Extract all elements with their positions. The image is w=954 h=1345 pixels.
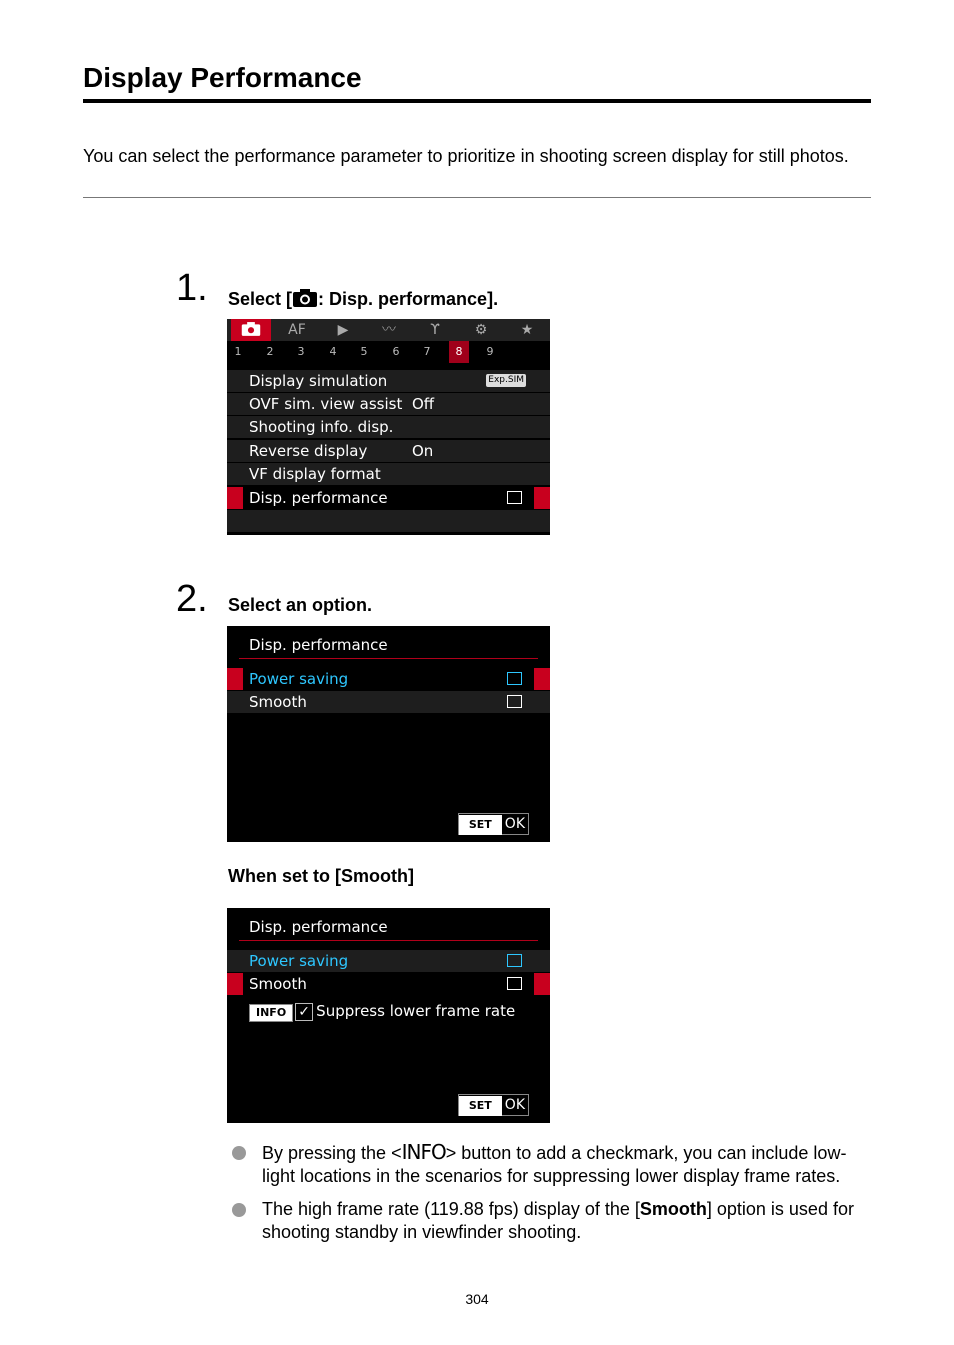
camera-icon [292,288,318,308]
notes-list [228,1141,878,1254]
disp-performance-screen [227,626,550,842]
menu-item-reverse-display[interactable]: Reverse display On [227,440,550,463]
smooth-icon [507,695,522,708]
tab-shooting[interactable] [231,319,271,341]
menu-page-3[interactable]: 3 [297,345,305,358]
tab-playback[interactable] [323,319,363,341]
menu-page-4[interactable]: 4 [329,345,337,358]
page-title: Display Performance [83,62,362,93]
menu-page-8[interactable]: 8 [449,341,469,363]
menu-page-9[interactable]: 9 [486,345,494,358]
menu-page-2[interactable]: 2 [266,345,274,358]
tab-af[interactable]: AF [288,322,306,338]
power-saving-icon [507,954,522,967]
screen-title: Disp. performance [249,636,388,654]
set-ok-button[interactable]: SET OK [458,1094,529,1116]
tab-my-menu[interactable] [507,319,547,341]
suppress-lower-frame-rate-row[interactable] [249,1001,515,1021]
page-number-row [227,341,550,363]
set-ok-button[interactable]: SET OK [458,813,529,835]
step-1-text [228,288,498,310]
info-text: Suppress lower frame rate [316,1002,516,1020]
star-icon: ★ [520,322,534,338]
tab-setup[interactable] [415,319,455,341]
step-2-text: Select an option. [228,595,373,615]
screen-title: Disp. performance [249,918,388,936]
camera-menu-screen [227,319,550,535]
divider [83,197,871,198]
tab-custom[interactable] [461,319,501,341]
menu-empty-row [227,510,550,532]
menu-item-shooting-info[interactable]: Shooting info. disp. [227,416,550,439]
fps-icon [507,491,522,504]
menu-tab-bar [227,319,550,341]
screen-title-rule [239,658,538,659]
info-button-icon: INFO [401,1140,446,1164]
menu-item-ovf-sim[interactable]: OVF sim. view assist Off [227,393,550,416]
option-smooth[interactable]: Smooth [227,691,550,713]
menu-item-display-simulation[interactable]: Display simulation Exp.SIM [227,370,550,393]
page-number: 304 [465,1291,489,1307]
screen-title-rule [239,940,538,941]
bullet-dot [232,1146,246,1160]
menu-page-6[interactable]: 6 [392,345,400,358]
smooth-icon [507,977,522,990]
wrench-icon: ϒ [430,322,440,338]
option-power-saving[interactable]: Power saving [227,668,550,690]
option-smooth[interactable]: Smooth [227,973,550,995]
exp-sim-badge: Exp.SIM [488,375,524,385]
tab-wireless[interactable] [369,319,409,341]
menu-page-5[interactable]: 5 [360,345,368,358]
wireless-icon: 〰 [382,322,396,338]
camera-icon [241,321,261,337]
option-power-saving[interactable]: Power saving [227,950,550,972]
info-key: INFO [249,1004,293,1022]
intro-paragraph: You can select the performance parameter to prioritize in shooting screen display for still photos. [83,146,849,166]
subheading-smooth: When set to [Smooth] [228,866,414,886]
title-rule [83,99,871,103]
step-1-number: 1. [176,267,208,309]
checkmark-icon[interactable]: ✓ [295,1003,313,1021]
menu-page-1[interactable]: 1 [234,345,242,358]
step-2-number: 2. [176,578,208,620]
list-item: By pressing the <INFO> button to add a checkmark, you can include low-light locations in the scenarios for suppressing lower display frame rates. [228,1141,878,1188]
bullet-dot [232,1203,246,1217]
menu-item-vf-display-format[interactable]: VF display format [227,463,550,486]
menu-page-7[interactable]: 7 [423,345,431,358]
disp-performance-smooth-screen [227,908,550,1123]
step-1-text-before: Select [ [228,289,293,309]
custom-icon: ⚙ [474,322,488,338]
menu-item-disp-performance[interactable]: Disp. performance [227,487,550,510]
list-item: The high frame rate (119.88 fps) display of the [Smooth] option is used for shooting standby in viewfinder shooting. [228,1198,878,1244]
power-saving-icon [507,672,522,685]
playback-icon: ▶ [337,322,349,338]
step-1-text-after: : Disp. performance]. [318,289,499,309]
